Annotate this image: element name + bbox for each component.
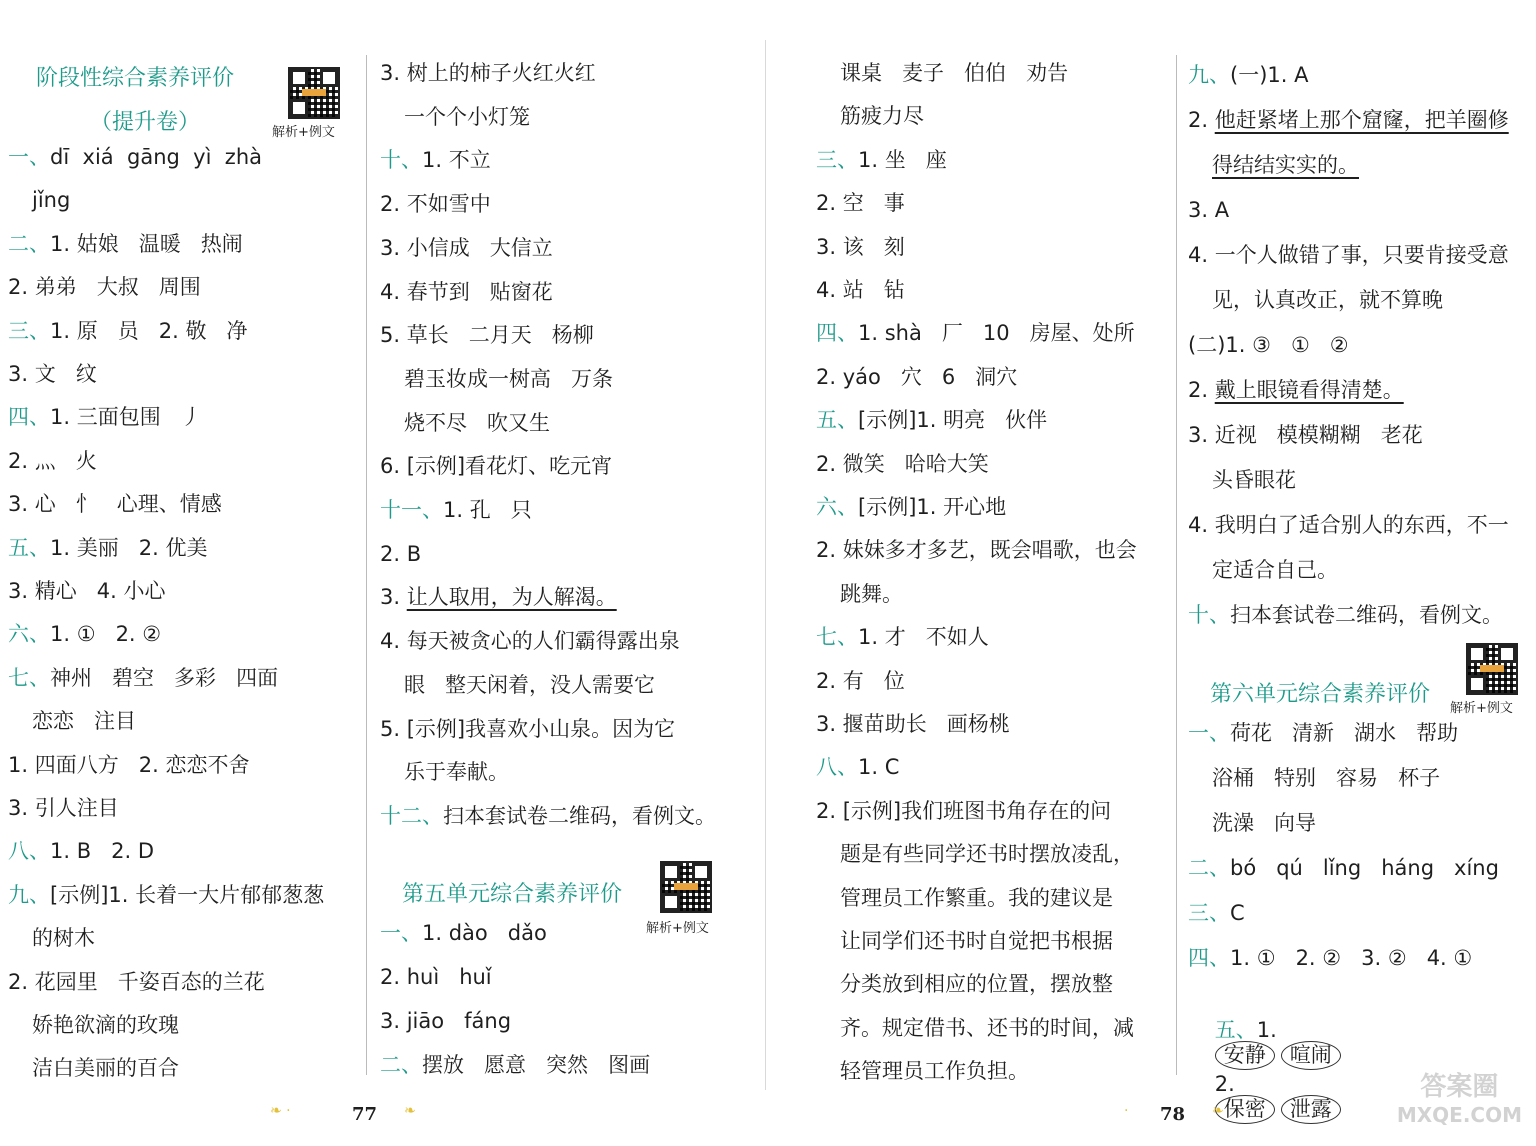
question-number: 十二、 [380, 803, 443, 828]
answer-line [380, 325, 594, 346]
answer-line [1188, 155, 1359, 176]
answer-line [1188, 813, 1316, 834]
line-text: 1. ① 2. ② [50, 622, 162, 647]
answer-line [8, 1015, 179, 1036]
line-text: 1. 原 员 2. 敬 净 [50, 318, 248, 343]
answer-line [816, 1061, 1029, 1082]
line-text: 3. 该 刻 [816, 234, 905, 259]
answer-line [380, 235, 553, 260]
answer-line [380, 762, 509, 783]
answer-line [816, 280, 905, 301]
underlined-answer: 戴上眼镜看得清楚。 [1214, 378, 1404, 402]
answer-line [1188, 723, 1458, 744]
answer-line [8, 624, 161, 645]
qr-caption: 解析+例文 [646, 921, 709, 936]
line-text: 娇艳欲滴的玫瑰 [32, 1013, 179, 1037]
answer-line [1188, 768, 1440, 789]
answer-line [8, 798, 119, 819]
answer-line [816, 106, 924, 127]
answer-line [1188, 605, 1503, 626]
line-text: 的树木 [32, 926, 95, 951]
answer-line [8, 882, 325, 907]
question-number: 十、 [380, 148, 422, 173]
question-number: 三、 [8, 318, 50, 343]
line-text: 1. 不立 [422, 148, 491, 173]
column-divider [366, 55, 367, 1075]
answer-line [380, 803, 716, 828]
answer-line [1188, 425, 1423, 446]
section-title: 第六单元综合素养评价 [1210, 682, 1431, 707]
watermark-url: MXQE.COM [1396, 1103, 1522, 1127]
answer-line [816, 451, 989, 476]
line-text: 洁白美丽的百合 [32, 1056, 179, 1081]
answer-line [380, 456, 612, 477]
answer-line [816, 885, 1113, 910]
line-text: 一个个小灯笼 [404, 104, 530, 129]
line-text: 1. 姑娘 温暖 热闹 [50, 231, 243, 256]
page-number-left: 77 [352, 1104, 378, 1125]
q5-line-2 [1188, 1053, 1347, 1145]
line-text: 3. jiāo fáng [380, 1009, 512, 1033]
line-text: 2. 有 位 [816, 668, 905, 693]
leaf-ornament-icon: ❧ · [270, 1103, 291, 1119]
answer-line [1188, 470, 1296, 491]
line-text: 3. A [1188, 198, 1230, 222]
answer-line [8, 841, 154, 862]
answer-line [1188, 903, 1245, 924]
line-text: bó qú lǐng háng xíng [1230, 856, 1499, 880]
line-text: 4. 春节到 贴窗花 [380, 279, 553, 304]
watermark [1397, 1066, 1522, 1127]
section-subtitle: （提升卷） [90, 110, 201, 135]
line-text: C [1230, 901, 1245, 925]
line-text: 4. 站 钻 [816, 278, 905, 302]
answer-line [1188, 65, 1308, 86]
line-text: 乐于奉献。 [404, 760, 509, 785]
line-text: 6. [示例]看花灯、吃元宵 [380, 454, 613, 479]
line-text: 1. ① 2. ② 3. ② 4. ① [1230, 946, 1473, 970]
line-text: (二)1. ③ ① ② [1188, 333, 1349, 357]
line-text: [示例]1. 长着一大片郁郁葱葱 [50, 882, 325, 907]
qr-code-icon [288, 67, 340, 119]
answer-line [816, 844, 1134, 865]
line-text: 碧玉妆成一树高 万条 [404, 366, 614, 391]
question-number: 一、 [8, 145, 50, 169]
underlined-answer: 他赶紧堵上那个窟窿，把羊圈修 [1214, 108, 1509, 132]
question-number: 二、 [8, 231, 50, 256]
line-text: 1. 坐 座 [858, 147, 947, 172]
answer-line [380, 967, 492, 988]
answer-line [816, 931, 1113, 952]
line-text: 恋恋 注目 [32, 709, 137, 734]
line-text: 1. 四面八方 2. 恋恋不舍 [8, 752, 250, 777]
page-number-right: 78 [1160, 1104, 1186, 1125]
answer-line [380, 500, 532, 521]
line-text: 见，认真改正，就不算晚 [1212, 288, 1443, 312]
question-number: 九、 [1188, 63, 1230, 87]
answer-line [816, 974, 1113, 995]
answer-line [816, 714, 1010, 735]
leaf-ornament-icon: ❧ [404, 1103, 416, 1119]
answer-line [816, 497, 1006, 518]
line-text: 题是有些同学还书时摆放凌乱， [840, 842, 1134, 867]
line-text: 1. C [858, 755, 900, 780]
answer-line [1188, 380, 1404, 401]
answer-line [380, 1055, 650, 1076]
answer-line [8, 190, 70, 211]
line-text: 1. 美丽 2. 优美 [50, 535, 208, 560]
line-text: 5. 草长 二月天 杨柳 [380, 323, 594, 348]
line-text: 2. 不如雪中 [380, 192, 491, 217]
line-text: 3. 心 忄 心理、情感 [8, 492, 222, 517]
answer-line [816, 757, 899, 778]
answer-line [380, 366, 614, 391]
answer-line [8, 494, 222, 515]
circled-word: 喧闹 [1281, 1041, 1341, 1070]
question-number: 六、 [816, 495, 858, 519]
question-number: 一、 [380, 921, 422, 945]
question-number: 二、 [380, 1053, 422, 1077]
line-text: dī xiá gāng yì zhà [50, 145, 262, 169]
question-number: 四、 [8, 405, 50, 430]
answer-line [380, 279, 553, 304]
question-number: 三、 [816, 147, 858, 172]
answer-line [8, 318, 248, 343]
page-gutter [765, 40, 766, 1090]
circled-word: 安静 [1215, 1041, 1275, 1070]
answer-line [380, 150, 491, 171]
question-number: 五、 [8, 535, 50, 560]
answer-line [8, 231, 243, 256]
answer-line [380, 716, 676, 741]
answer-line [8, 581, 165, 602]
line-text: 3. 引人注目 [8, 796, 119, 820]
answer-line [816, 627, 989, 648]
question-number: 四、 [1188, 946, 1230, 970]
line-text: 洗澡 向导 [1212, 811, 1317, 835]
line-text: [示例]1. 开心地 [858, 495, 1007, 519]
answer-line [1188, 560, 1338, 581]
qr-code-icon [1466, 643, 1518, 695]
answer-line [1188, 858, 1499, 879]
line-text: 2. B [380, 541, 422, 566]
line-text: 3. 文 纹 [8, 362, 97, 386]
question-number: 五、 [1214, 1018, 1257, 1042]
line-text: 1. 才 不如人 [858, 625, 989, 650]
question-number: 八、 [8, 839, 50, 864]
question-number: 十、 [1188, 603, 1230, 627]
line-text: 2. 花园里 千姿百态的兰花 [8, 969, 265, 994]
line-text: 2. [1188, 108, 1215, 132]
answer-line [380, 194, 491, 215]
line-text: 4. 每天被贪心的人们霸得露出泉 [380, 629, 680, 654]
answer-line [816, 193, 905, 214]
answer-line [8, 711, 136, 732]
line-text: 2. [1214, 1072, 1235, 1096]
line-text: 3. 树上的柿子火红火红 [380, 61, 596, 85]
line-text: 1. 三面包围 丿 [50, 405, 202, 430]
answer-line [8, 407, 202, 428]
line-text: 课桌 麦子 伯伯 劝告 [840, 61, 1069, 85]
answer-line [8, 277, 201, 298]
question-number: 一、 [1188, 721, 1230, 745]
line-text: 烧不尽 吹又生 [404, 410, 551, 435]
answer-line [816, 798, 1112, 823]
answer-line [8, 928, 95, 949]
line-text: (一)1. A [1230, 63, 1309, 87]
line-text: 扫本套试卷二维码，看例文。 [443, 803, 716, 828]
answer-line [1188, 948, 1472, 969]
answer-line [1188, 110, 1509, 131]
line-text: 让同学们还书时自觉把书根据 [840, 929, 1113, 953]
line-text: 3. 精心 4. 小心 [8, 579, 166, 603]
answer-line [1188, 335, 1349, 356]
line-text: 2. 弟弟 大叔 周围 [8, 275, 201, 300]
line-text: 2. [示例]我们班图书角存在的问 [816, 798, 1112, 823]
line-text: [示例]1. 明亮 伙伴 [858, 408, 1048, 433]
line-text: 筋疲力尽 [840, 104, 924, 129]
line-text: 2. 妹妹多才多艺，既会唱歌，也会 [816, 538, 1137, 563]
line-text: 2. yáo 穴 6 洞穴 [816, 364, 1018, 389]
line-text: jǐng [32, 188, 71, 213]
leaf-ornament-icon: ❧ [1212, 1103, 1224, 1119]
column-divider [1176, 55, 1177, 1075]
line-text: 2. 空 事 [816, 191, 905, 216]
line-text: 1. B 2. D [50, 839, 155, 864]
line-text: 3. 揠苗助长 画杨桃 [816, 712, 1010, 736]
qr-caption: 解析+例文 [1450, 701, 1513, 716]
line-text: 2. huì huǐ [380, 965, 492, 989]
answer-line [816, 581, 903, 606]
line-text: 神州 碧空 多彩 四面 [50, 665, 279, 690]
line-text: 3. 近视 模模糊糊 老花 [1188, 423, 1423, 447]
question-number: 二、 [1188, 856, 1230, 880]
answer-line [816, 410, 1047, 431]
line-text: 4. 一个人做错了事，只要肯接受意 [1188, 243, 1509, 267]
answer-line [816, 323, 1135, 344]
line-text: 分类放到相应的位置，摆放整 [840, 972, 1113, 997]
answer-line [8, 535, 208, 560]
answer-line [8, 448, 97, 473]
line-text: 2. 灬 火 [8, 448, 97, 473]
question-number: 八、 [816, 755, 858, 780]
underlined-answer: 得结结实实的。 [1212, 153, 1359, 177]
answer-line [380, 104, 530, 129]
line-text: 1. dào dǎo [422, 921, 547, 945]
qr-caption: 解析+例文 [272, 125, 335, 140]
answer-line [8, 147, 262, 168]
question-number: 九、 [8, 882, 50, 907]
answer-line [1188, 515, 1509, 536]
line-text: 定适合自己。 [1212, 558, 1338, 582]
question-number: 五、 [816, 408, 858, 433]
line-text: 浴桶 特别 容易 杯子 [1212, 766, 1441, 790]
answer-line [8, 1058, 179, 1079]
question-number: 三、 [1188, 901, 1230, 925]
answer-line [8, 665, 279, 690]
line-text: 摆放 愿意 突然 图画 [422, 1053, 651, 1077]
answer-line [8, 969, 265, 994]
answer-line [380, 1011, 511, 1032]
line-text: 荷花 清新 湖水 帮助 [1230, 721, 1459, 745]
question-number: 十一、 [380, 498, 443, 522]
answer-line [816, 63, 1068, 84]
line-text: 眼 整天闲着，没人需要它 [404, 672, 656, 697]
answer-line [1188, 245, 1509, 266]
answer-line [816, 540, 1137, 561]
answer-line [1188, 290, 1443, 311]
line-text: 1. [1256, 1018, 1277, 1042]
answer-line [8, 752, 250, 777]
line-text: 头昏眼花 [1212, 468, 1296, 492]
line-text: 扫本套试卷二维码，看例文。 [1230, 603, 1503, 627]
question-number: 四、 [816, 321, 858, 346]
answer-line [380, 631, 680, 652]
question-number: 七、 [816, 625, 858, 650]
answer-line [380, 63, 596, 84]
answer-line [816, 234, 905, 259]
answer-line [380, 672, 656, 697]
circled-word: 泄露 [1281, 1095, 1341, 1124]
line-text: 4. 我明白了适合别人的东西，不一 [1188, 513, 1509, 537]
line-text: 跳舞。 [840, 581, 903, 606]
line-text: 2. 微笑 哈哈大笑 [816, 451, 989, 476]
underlined-answer: 让人取用，为人解渴。 [406, 585, 617, 610]
answer-line [380, 410, 551, 435]
answer-line [8, 364, 97, 385]
watermark-text: 答案圈 [1420, 1072, 1499, 1102]
answer-line [1188, 200, 1229, 221]
qr-code-icon [660, 861, 712, 913]
line-text: 管理员工作繁重。我的建议是 [840, 885, 1113, 910]
line-text: 3. 小信成 大信立 [380, 235, 553, 260]
answer-line [380, 541, 422, 566]
line-text: 齐。规定借书、还书的时间，减 [840, 1015, 1134, 1040]
line-text: 1. 孔 只 [443, 498, 532, 522]
answer-line [816, 1015, 1134, 1040]
line-text: 2. [1188, 378, 1215, 402]
leaf-ornament-icon: · [1124, 1103, 1129, 1119]
line-text: 5. [示例]我喜欢小山泉。因为它 [380, 716, 676, 741]
question-number: 六、 [8, 622, 50, 647]
section-title: 第五单元综合素养评价 [402, 882, 623, 907]
circled-word: 保密 [1215, 1095, 1275, 1124]
answer-line [380, 923, 547, 944]
line-text: 3. [380, 585, 407, 610]
answer-line [816, 668, 905, 693]
line-text: 轻管理员工作负担。 [840, 1059, 1029, 1084]
answer-line [816, 147, 947, 172]
answer-line [816, 364, 1018, 389]
section-title: 阶段性综合素养评价 [36, 66, 235, 91]
line-text: 1. shà 厂 10 房屋、处所 [858, 321, 1135, 346]
answer-line [380, 587, 617, 608]
question-number: 七、 [8, 665, 50, 690]
